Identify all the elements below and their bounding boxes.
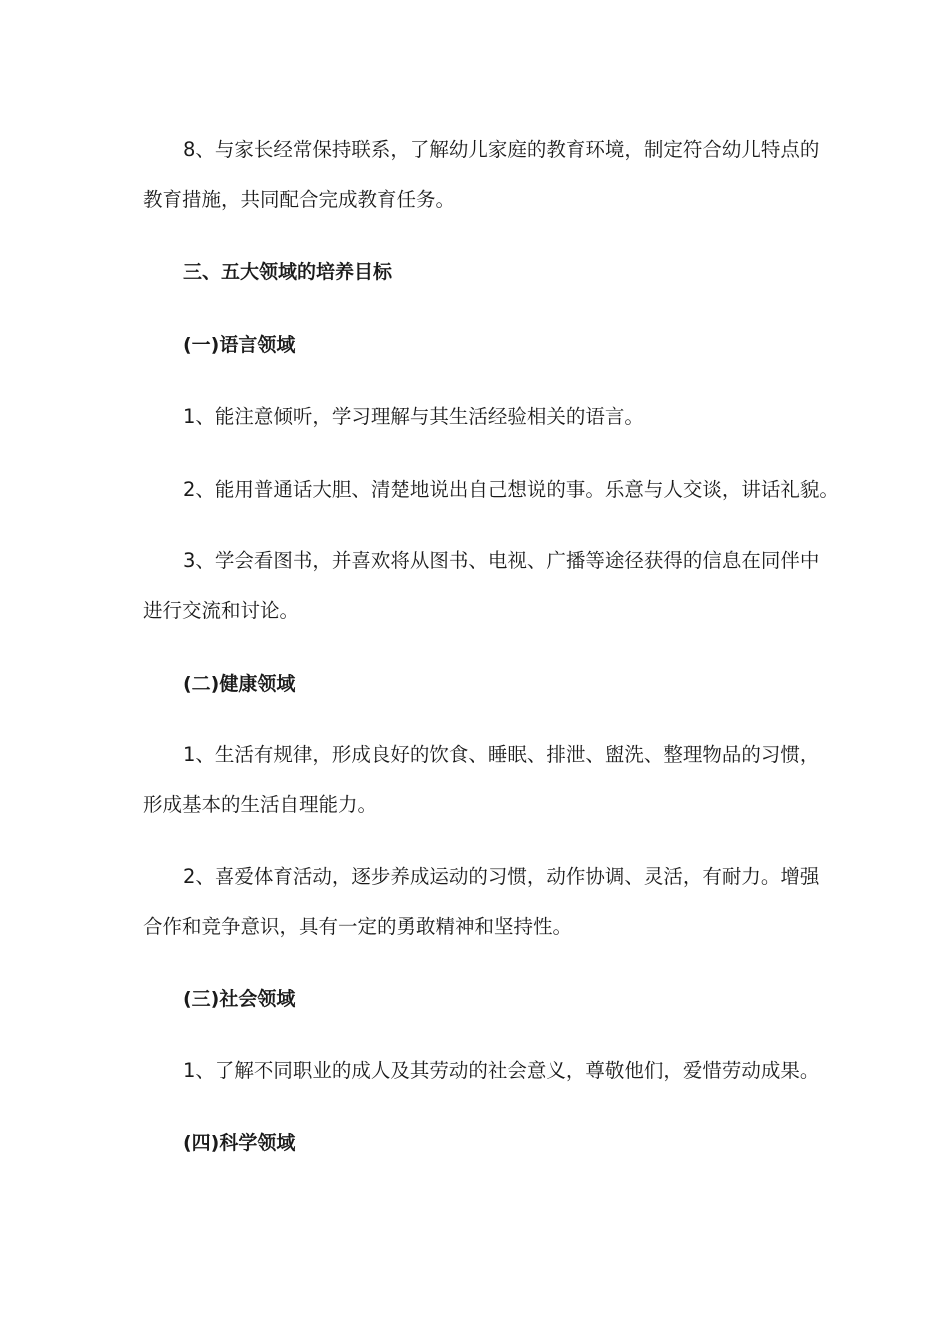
health-item2-line1: 2、喜爱体育活动，逐步养成运动的习惯，动作协调、灵活，有耐力。增强 [183,865,820,888]
section-heading-goals: 三、五大领域的培养目标 [183,261,393,283]
subheading-language: (一)语言领域 [183,334,296,356]
subheading-social: (三)社会领域 [183,988,296,1010]
health-item1-line2: 形成基本的生活自理能力。 [143,793,378,816]
language-item1: 1、能注意倾听，学习理解与其生活经验相关的语言。 [183,405,644,428]
subheading-health: (二)健康领域 [183,673,296,695]
paragraph-item8-line2: 教育措施，共同配合完成教育任务。 [143,188,456,211]
health-item1-line1: 1、生活有规律，形成良好的饮食、睡眠、排泄、盥洗、整理物品的习惯， [183,743,820,766]
language-item3-line2: 进行交流和讨论。 [143,599,300,622]
language-item2: 2、能用普通话大胆、清楚地说出自己想说的事。乐意与人交谈，讲话礼貌。 [183,478,839,501]
language-item3-line1: 3、学会看图书，并喜欢将从图书、电视、广播等途径获得的信息在同伴中 [183,549,820,572]
paragraph-item8-line1: 8、与家长经常保持联系，了解幼儿家庭的教育环境，制定符合幼儿特点的 [183,138,820,161]
subheading-science: (四)科学领域 [183,1132,296,1154]
social-item1: 1、了解不同职业的成人及其劳动的社会意义，尊敬他们，爱惜劳动成果。 [183,1059,820,1082]
health-item2-line2: 合作和竞争意识，具有一定的勇敢精神和坚持性。 [143,915,573,938]
